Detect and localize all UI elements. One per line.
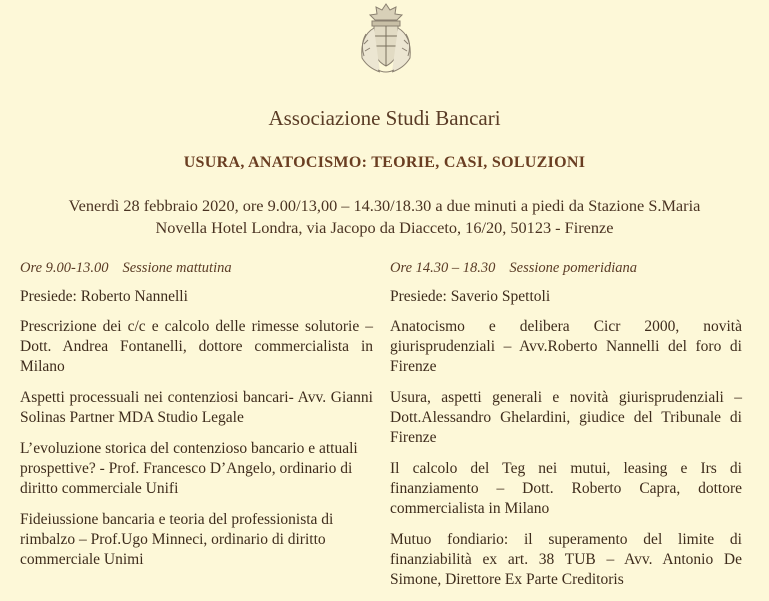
event-date-line: Venerdì 28 febbraio 2020, ore 9.00/13,00 – 14.30/18.30 a due minuti a piedi da Stazione S.Maria <box>68 196 701 215</box>
event-date-location <box>0 195 769 239</box>
afternoon-session-column <box>390 259 742 601</box>
afternoon-talk: Mutuo fondiario: il superamento del limite di finanziabilità ex art. 38 TUB – Avv. Antonio De Simone, Direttore Ex Parte Creditoris <box>390 531 742 588</box>
morning-talk: Prescrizione dei c/c e calcolo delle rimesse solutorie – Dott. Andrea Fontanelli, dottore commercialista in Milano <box>20 318 373 375</box>
afternoon-talk: Il calcolo del Teg nei mutui, leasing e Irs di finanziamento – Dott. Roberto Capra, dottore commercialista in Milano <box>390 460 742 517</box>
morning-session-label: Sessione mattutina <box>122 260 232 276</box>
organization-name: Associazione Studi Bancari <box>268 106 501 130</box>
morning-session-heading <box>20 259 373 277</box>
afternoon-session-label: Sessione pomeridiana <box>509 260 638 276</box>
afternoon-session-heading <box>390 259 742 277</box>
afternoon-session-time: Ore 14.30 – 18.30 <box>390 260 496 276</box>
morning-session-time: Ore 9.00-13.00 <box>20 260 109 276</box>
afternoon-chair: Presiede: Saverio Spettoli <box>390 288 551 305</box>
coat-of-arms-icon <box>344 0 428 76</box>
event-location-line: Novella Hotel Londra, via Jacopo da Diacceto, 16/20, 50123 - Firenze <box>155 218 614 237</box>
morning-session-column <box>20 259 373 581</box>
morning-talk: Fideiussione bancaria e teoria del professionista di rimbalzo – Prof.Ugo Minneci, ordinario di diritto commerciale Unimi <box>20 511 334 568</box>
morning-talk: L’evoluzione storica del contenzioso bancario e attuali prospettive? - Prof. Francesco D’Angelo, ordinario di diritto commerciale Unifi <box>20 440 358 497</box>
morning-chair: Presiede: Roberto Nannelli <box>20 288 188 305</box>
morning-talk: Aspetti processuali nei contenziosi bancari- Avv. Gianni Solinas Partner MDA Studio Legale <box>20 389 373 426</box>
afternoon-talk: Anatocismo e delibera Cicr 2000, novità giurisprudenziali – Avv.Roberto Nannelli del foro di Firenze <box>390 318 742 375</box>
event-title: USURA, ANATOCISMO: TEORIE, CASI, SOLUZIONI <box>183 154 586 171</box>
afternoon-talk: Usura, aspetti generali e novità giurisprudenziali – Dott.Alessandro Ghelardini, giudice del Tribunale di Firenze <box>390 389 742 446</box>
